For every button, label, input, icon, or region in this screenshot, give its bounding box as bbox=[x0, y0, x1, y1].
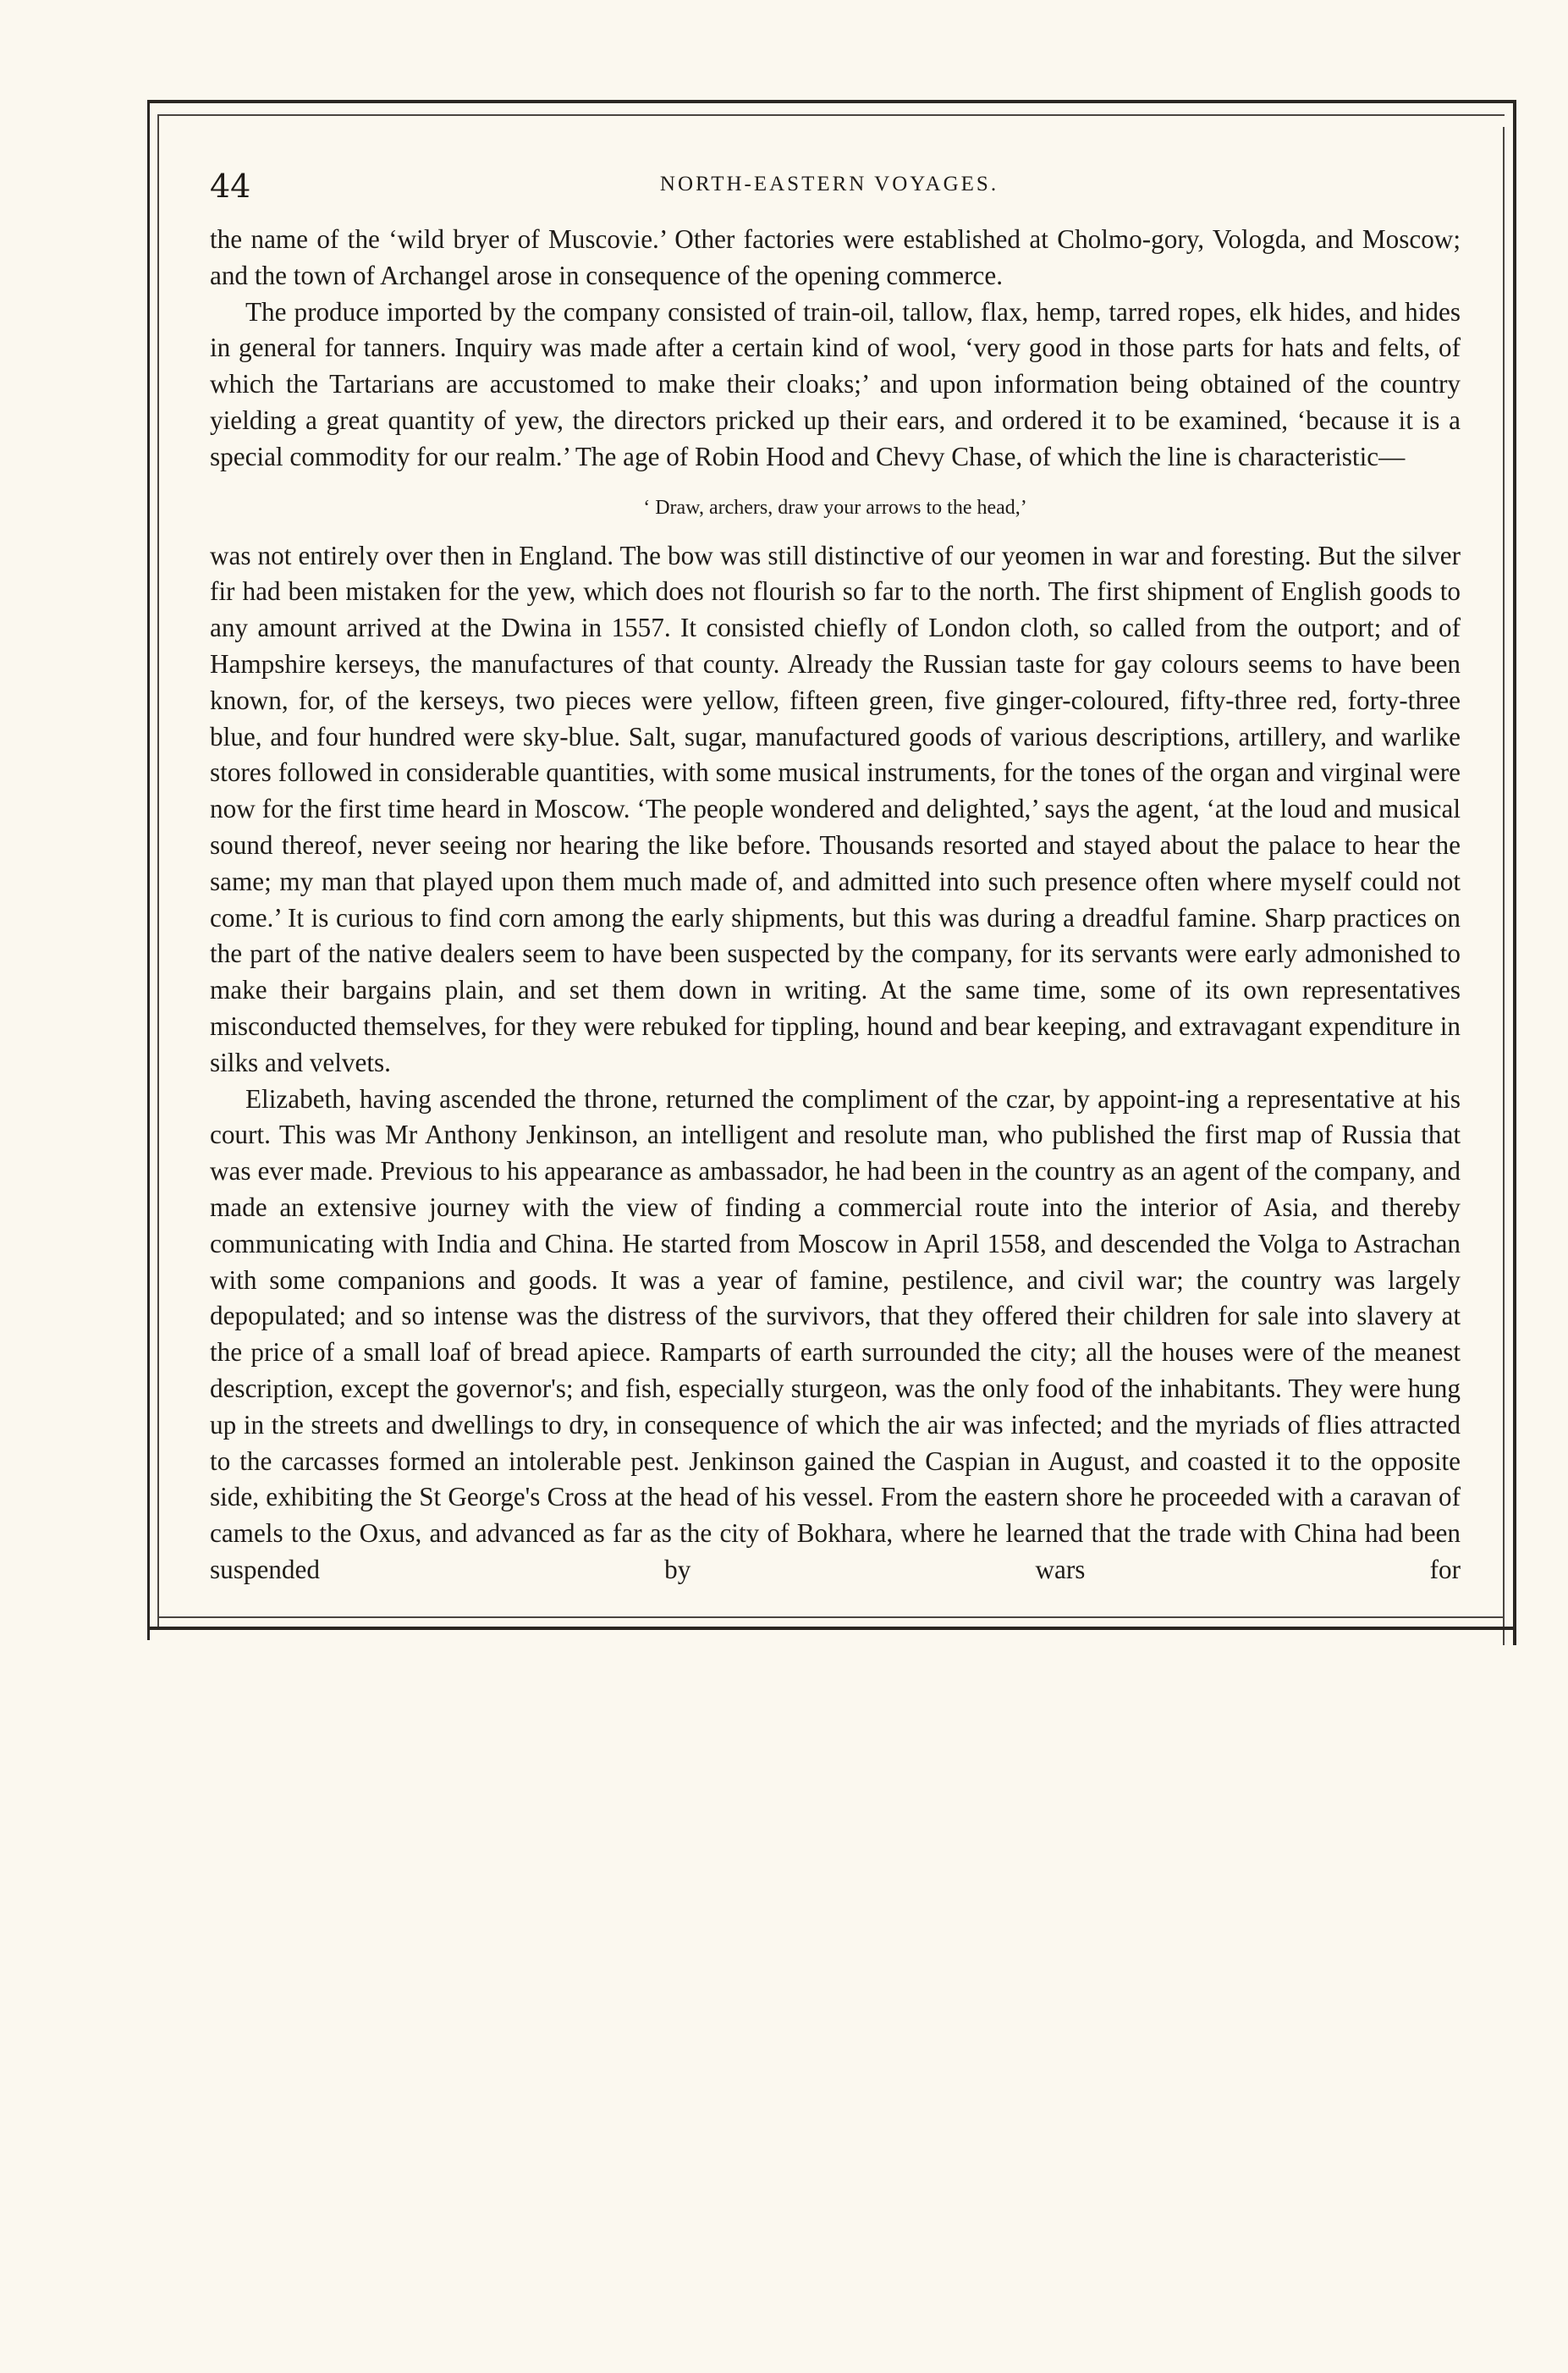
page-border-left bbox=[147, 100, 150, 1640]
paragraph-2: The produce imported by the company consisted of train-oil, tallow, flax, hemp, tarred ropes, elk hides, and hides in general for tanners. Inquiry was made after a certain kind of wool, ‘very good in those parts for hats and felts, of which the Tartarians are accustomed to make their cloaks;’ and upon information being obtained of the country yielding a great quantity of yew, the directors pricked up their ears, and ordered it to be examined, ‘because it is a special commodity for our realm.’ The age of Robin Hood and Chevy Chase, of which the line is characteristic— bbox=[210, 296, 1461, 471]
body-text bbox=[210, 222, 1461, 1588]
paragraph-4: Elizabeth, having ascended the throne, returned the compliment of the czar, by appoint-ing a representative at his court. This was Mr Anthony Jenkinson, an intelligent and resolute man, who published the first map of Russia that was ever made. Previous to his appearance as ambassador, he had been in the country as an agent of the company, and made an extensive journey with the view of finding a commercial route into the interior of Asia, and thereby communicating with India and China. He started from Moscow in April 1558, and descended the Volga to Astrachan with some companions and goods. It was a year of famine, pestilence, and civil war; the country was largely depopulated; and so intense was the distress of the survivors, that they offered their children for sale into slavery at the price of a small loaf of bread apiece. Ramparts of earth surrounded the city; all the houses were of the meanest description, except the governor's; and fish, especially sturgeon, was the only food of the inhabitants. They were hung up in the streets and dwellings to dry, in consequence of which the air was infected; and the myriads of flies attracted to the carcasses formed an intolerable pest. Jenkinson gained the Caspian in August, and coasted it to the opposite side, exhibiting the St George's Cross at the head of his vessel. From the eastern shore he proceeded with a caravan of camels to the Oxus, and advanced as far as the city of Bokhara, where he learned that the trade with China had been suspended by wars for bbox=[210, 1083, 1461, 1584]
page-header bbox=[203, 168, 1455, 205]
running-title: NORTH-EASTERN VOYAGES. bbox=[659, 173, 999, 195]
verse-quote: ‘ Draw, archers, draw your arrows to the head,’ bbox=[643, 496, 1027, 519]
page-border-left-inner bbox=[157, 114, 159, 1629]
paragraph-1: the name of the ‘wild bryer of Muscovie.’ Other factories were established at Cholmo-gory, Vologda, and Moscow; and the town of Archangel arose in consequence of the opening commerce. bbox=[210, 224, 1461, 290]
page-border-right-inner bbox=[1503, 127, 1505, 1645]
page-border-right bbox=[1513, 100, 1516, 1645]
page-border-bottom bbox=[147, 1627, 1516, 1630]
page-border-top-inner bbox=[157, 114, 1505, 116]
paragraph-3: was not entirely over then in England. The bow was still distinctive of our yeomen in war and foresting. But the silver fir had been mistaken for the yew, which does not flourish so far to the north. The first shipment of English goods to any amount arrived at the Dwina in 1557. It consisted chiefly of London cloth, so called from the outport; and of Hampshire kerseys, the manufactures of that county. Already the Russian taste for gay colours seems to have been known, for, of the kerseys, two pieces were yellow, fifteen green, five ginger-coloured, fifty-three red, forty-three blue, and four hundred were sky-blue. Salt, sugar, manufactured goods of various descriptions, artillery, and warlike stores followed in considerable quantities, with some musical instruments, for the tones of the organ and virginal were now for the first time heard in Moscow. ‘The people wondered and delighted,’ says the agent, ‘at the loud and musical sound thereof, never seeing nor hearing the like before. Thousands resorted and stayed about the palace to hear the same; my man that played upon them much made of, and admitted into such presence often where myself could not come.’ It is curious to find corn among the early shipments, but this was during a dreadful famine. Sharp practices on the part of the native dealers seem to have been suspected by the company, for its servants were early admonished to make their bargains plain, and set them down in writing. At the same time, some of its own representatives misconducted themselves, for they were rebuked for tippling, hound and bear keeping, and extravagant expenditure in silks and velvets. bbox=[210, 540, 1461, 1077]
page-border-bottom-inner bbox=[157, 1616, 1505, 1618]
page-number: 44 bbox=[210, 168, 251, 205]
page-border-top bbox=[147, 100, 1516, 103]
